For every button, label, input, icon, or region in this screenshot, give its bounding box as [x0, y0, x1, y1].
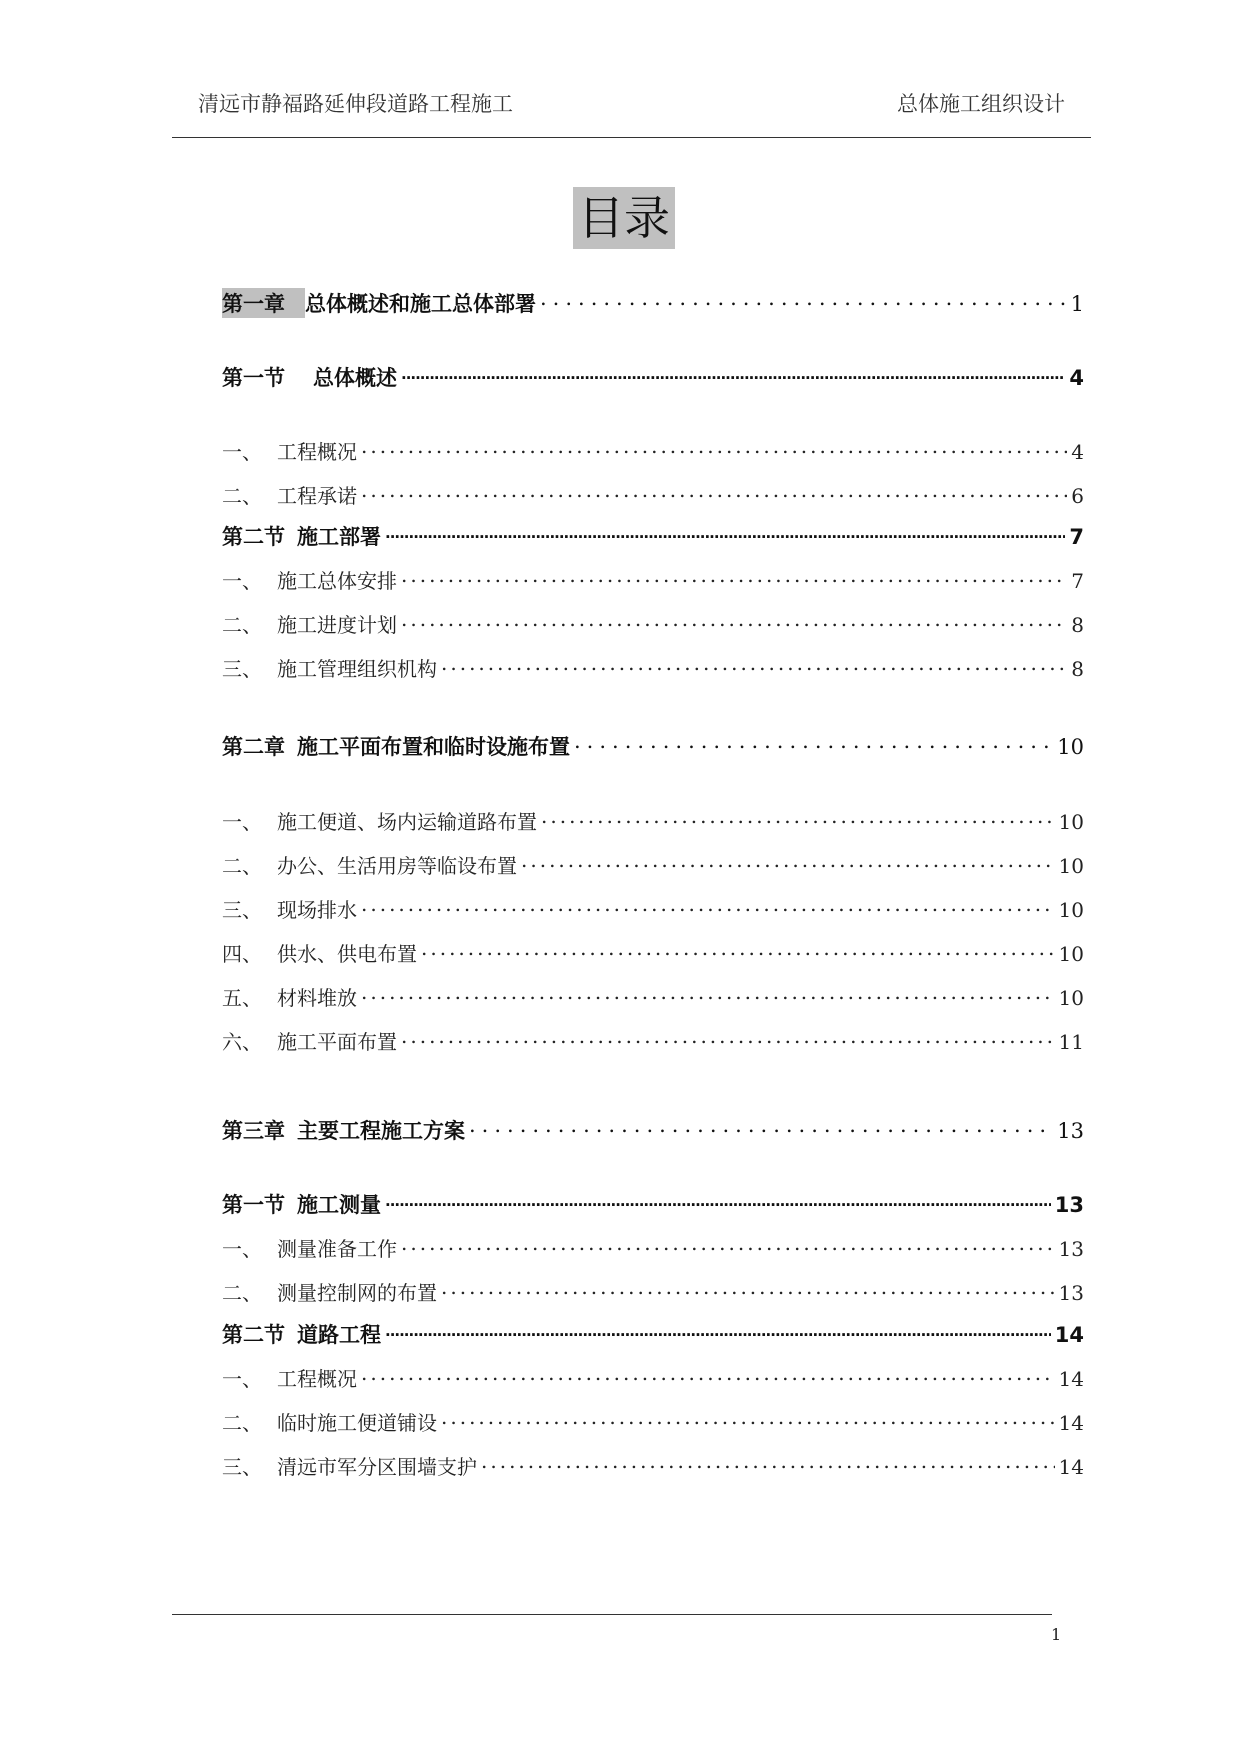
toc-section-title: 施工测量	[297, 1193, 381, 1217]
toc-item-title: 供水、供电布置	[277, 942, 417, 966]
toc-item-number: 五、	[222, 986, 262, 1010]
toc-section-number: 第二节	[222, 525, 285, 549]
toc-page-number: 10	[1058, 898, 1084, 922]
toc-item[interactable]	[222, 1277, 1084, 1306]
toc-item-number: 六、	[222, 1030, 262, 1054]
toc-item[interactable]	[222, 653, 1084, 682]
toc-dot-leader	[540, 290, 1067, 311]
toc-page-number: 1	[1070, 292, 1084, 316]
toc-chapter[interactable]	[222, 731, 1084, 761]
toc-item[interactable]	[222, 1026, 1084, 1055]
toc-dot-leader	[361, 897, 1055, 917]
toc-chapter-title: 主要工程施工方案	[297, 1119, 465, 1143]
toc-dot-leader	[401, 568, 1067, 588]
toc-page-number: 11	[1058, 1030, 1084, 1054]
toc-item-number: 二、	[222, 484, 262, 508]
toc-section[interactable]	[222, 1189, 1084, 1219]
toc-dot-leader	[541, 809, 1055, 829]
toc-dot-leader	[574, 733, 1053, 754]
toc-item-title: 清远市军分区围墙支护	[277, 1455, 477, 1479]
toc-item-title: 施工总体安排	[277, 569, 397, 593]
toc-item-title: 工程概况	[277, 440, 357, 464]
toc-item-title: 施工管理组织机构	[277, 657, 437, 681]
footer-divider	[172, 1614, 1052, 1615]
toc-item[interactable]	[222, 436, 1084, 465]
toc-item-title: 施工平面布置	[277, 1030, 397, 1054]
toc-item[interactable]	[222, 850, 1084, 879]
toc-dot-leader	[421, 941, 1055, 961]
toc-item[interactable]	[222, 480, 1084, 509]
toc-section[interactable]	[222, 1319, 1084, 1349]
toc-chapter-number: 第二章	[222, 735, 285, 759]
toc-page-number: 13	[1054, 1193, 1084, 1217]
toc-page-number: 8	[1071, 657, 1084, 681]
toc-chapter-number: 第一章	[222, 288, 305, 318]
toc-page-number: 14	[1058, 1411, 1084, 1435]
header-section-title: 总体施工组织设计	[897, 92, 1065, 116]
toc-dot-leader	[441, 1410, 1055, 1430]
toc-page-number: 13	[1058, 1237, 1084, 1261]
toc-dot-leader	[401, 364, 1065, 385]
toc-item-number: 一、	[222, 440, 262, 464]
toc-item-title: 工程概况	[277, 1367, 357, 1391]
toc-section-number: 第二节	[222, 1323, 285, 1347]
toc-item[interactable]	[222, 565, 1084, 594]
toc-item[interactable]	[222, 806, 1084, 835]
toc-item-number: 一、	[222, 569, 262, 593]
toc-page-number: 10	[1057, 735, 1084, 759]
toc-item-number: 三、	[222, 1455, 262, 1479]
toc-chapter[interactable]	[222, 288, 1084, 318]
toc-item[interactable]	[222, 1407, 1084, 1436]
toc-dot-leader	[401, 1029, 1055, 1049]
toc-page-number: 13	[1057, 1119, 1084, 1143]
toc-item[interactable]	[222, 1233, 1084, 1262]
toc-dot-leader	[521, 853, 1055, 873]
toc-item-title: 施工进度计划	[277, 613, 397, 637]
toc-chapter-number: 第三章	[222, 1119, 285, 1143]
toc-dot-leader	[441, 1280, 1055, 1300]
toc-item-number: 一、	[222, 1237, 262, 1261]
toc-item-title: 测量准备工作	[277, 1237, 397, 1261]
toc-page-number: 8	[1071, 613, 1084, 637]
toc-section-title: 施工部署	[297, 525, 381, 549]
toc-item-title: 办公、生活用房等临设布置	[277, 854, 517, 878]
footer-page-number: 1	[1051, 1625, 1062, 1644]
toc-page-number: 14	[1058, 1367, 1084, 1391]
toc-title: 目录	[573, 187, 675, 249]
toc-dot-leader	[401, 612, 1067, 632]
toc-item-title: 现场排水	[277, 898, 357, 922]
toc-item-number: 一、	[222, 810, 262, 834]
toc-item[interactable]	[222, 1363, 1084, 1392]
toc-item-title: 工程承诺	[277, 484, 357, 508]
toc-dot-leader	[361, 1366, 1055, 1386]
toc-page-number: 4	[1071, 440, 1084, 464]
toc-item-number: 二、	[222, 854, 262, 878]
toc-page-number: 4	[1069, 366, 1084, 390]
toc-page-number: 10	[1058, 942, 1084, 966]
toc-dot-leader	[385, 1191, 1051, 1212]
toc-dot-leader	[481, 1454, 1055, 1474]
toc-page-number: 10	[1058, 810, 1084, 834]
toc-page-number: 6	[1071, 484, 1084, 508]
toc-item-number: 二、	[222, 613, 262, 637]
toc-item[interactable]	[222, 1451, 1084, 1480]
toc-page-number: 7	[1071, 569, 1084, 593]
toc-item-number: 三、	[222, 898, 262, 922]
toc-item[interactable]	[222, 938, 1084, 967]
toc-page-number: 10	[1058, 986, 1084, 1010]
toc-dot-leader	[441, 656, 1067, 676]
header-divider	[172, 137, 1091, 138]
toc-item[interactable]	[222, 982, 1084, 1011]
toc-chapter-title: 施工平面布置和临时设施布置	[297, 735, 570, 759]
toc-section-title: 总体概述	[313, 366, 397, 390]
toc-item[interactable]	[222, 894, 1084, 923]
toc-dot-leader	[361, 985, 1055, 1005]
toc-page-number: 13	[1058, 1281, 1084, 1305]
toc-item-number: 四、	[222, 942, 262, 966]
toc-dot-leader	[361, 483, 1067, 503]
toc-section-number: 第一节	[222, 1193, 285, 1217]
toc-chapter[interactable]	[222, 1115, 1084, 1145]
toc-section-number: 第一节	[222, 366, 285, 390]
toc-page-number: 14	[1054, 1323, 1084, 1347]
toc-item-number: 三、	[222, 657, 262, 681]
toc-section-title: 道路工程	[297, 1323, 381, 1347]
toc-dot-leader	[385, 523, 1065, 544]
toc-item-title: 施工便道、场内运输道路布置	[277, 810, 537, 834]
toc-dot-leader	[385, 1321, 1051, 1342]
toc-dot-leader	[401, 1236, 1055, 1256]
page-header	[172, 88, 1091, 118]
toc-dot-leader	[361, 439, 1067, 459]
toc-page-number: 10	[1058, 854, 1084, 878]
toc-page-number: 14	[1058, 1455, 1084, 1479]
toc-chapter-title: 总体概述和施工总体部署	[305, 292, 536, 316]
toc-page-number: 7	[1069, 525, 1084, 549]
toc-dot-leader	[469, 1117, 1053, 1138]
header-document-title: 清远市静福路延伸段道路工程施工	[198, 92, 513, 116]
toc-item-number: 二、	[222, 1281, 262, 1305]
toc-item-title: 材料堆放	[277, 986, 357, 1010]
toc-item[interactable]	[222, 609, 1084, 638]
toc-section[interactable]	[222, 362, 1084, 392]
toc-item-number: 一、	[222, 1367, 262, 1391]
toc-item-number: 二、	[222, 1411, 262, 1435]
toc-item-title: 临时施工便道铺设	[277, 1411, 437, 1435]
toc-section[interactable]	[222, 521, 1084, 551]
toc-item-title: 测量控制网的布置	[277, 1281, 437, 1305]
